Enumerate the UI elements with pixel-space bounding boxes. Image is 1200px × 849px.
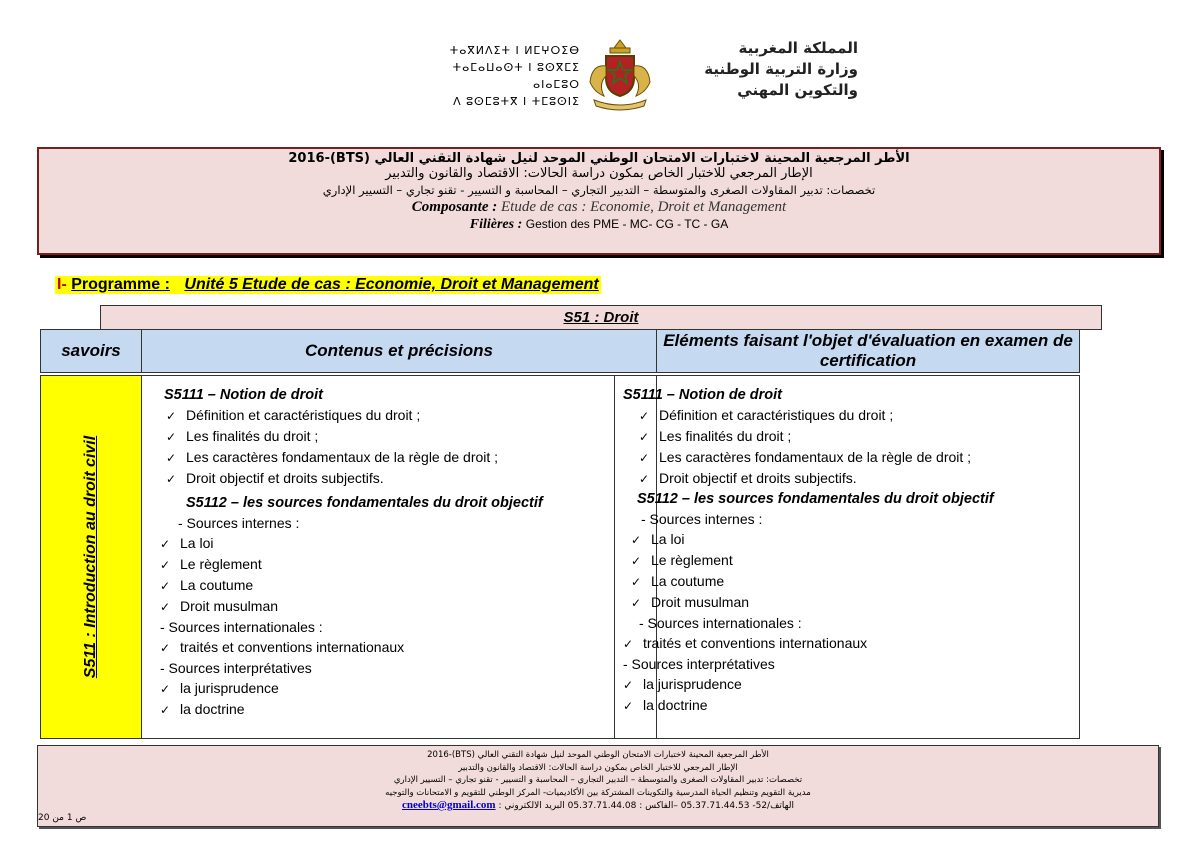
elements-cell [614,376,1081,738]
title-line-2: الإطار المرجعي للاختبار الخاص بمكون دراسة الحالات: الاقتصاد والقانون والتدبير [385,166,813,181]
checkmark-icon: ✓ [639,430,650,444]
checkmark-icon: ✓ [160,600,171,614]
composante-label: Composante : [411,199,498,215]
footer-line: مديرية التقويم وتنظيم الحياة المدرسية والتكوينات المشتركة بين الأكاديميات- المركز الوطني للتقويم و الامتحانات والتوجيه [385,787,811,798]
checkmark-icon: ✓ [166,409,177,423]
footer-line: الأطر المرجعية المحينة لاختبارات الامتحان الوطني الموحد لنيل شهادة التقني العالي (BTS)-2016 [427,750,769,760]
composante-line [39,199,1159,216]
sub-heading: - Sources internes : [641,511,763,527]
arabic-line: والتكوين المهني [737,81,858,99]
moroccan-coat-of-arms-icon [580,36,660,114]
table-body [40,375,1080,739]
sub-heading: - Sources interprétatives [160,660,312,676]
programme-prefix: I- [57,276,67,293]
arabic-line: المملكة المغربية [738,39,858,57]
page-header [0,36,1200,116]
list-item: ✓ la jurisprudence [160,678,650,699]
contact-text: الهاتف/52- 05.37.71.44.53 –الفاكس : 05.37.71.44.08 البريد الالكتروني : [498,801,795,811]
title-box [37,147,1161,255]
sub-heading: - Sources internationales : [639,615,802,631]
list-item: ✓ La loi [631,529,1078,550]
programme-unit: Unité 5 Etude de cas : Economie, Droit et Management [184,276,599,293]
list-item: ✓ La loi [160,533,650,554]
checkmark-icon: ✓ [631,596,642,610]
checkmark-icon: ✓ [160,682,171,696]
savoir-label: S511 : Introduction au droit civil [82,435,99,679]
list-item: ✓ traités et conventions internationaux [623,633,1078,654]
checkmark-icon: ✓ [639,451,650,465]
programme-label: Programme : [71,276,170,293]
header-contenus: Contenus et précisions [142,330,657,372]
checkmark-icon: ✓ [160,703,171,717]
arabic-ministry-name [668,38,858,101]
list-item: ✓ La coutume [631,571,1078,592]
footer-contact [38,799,1158,813]
list-item: ✓ traités et conventions internationaux [160,637,650,658]
checkmark-icon: ✓ [160,558,171,572]
filieres-line [39,217,1159,233]
checkmark-icon: ✓ [631,533,642,547]
checkmark-icon: ✓ [160,537,171,551]
savoir-cell [41,376,142,738]
footer-line: تخصصات: تدبير المقاولات الصغرى والمتوسطة – التدبير التجاري – المحاسبة و التسيير - تقنو تجاري – التسيير الإداري [393,775,803,785]
list-item: ✓ La coutume [160,575,650,596]
module-title-text: S51 : Droit [563,309,639,326]
page-number: ص 1 من 20 [38,813,87,823]
checkmark-icon: ✓ [166,451,177,465]
page-footer [37,745,1159,827]
list-item: ✓ la jurisprudence [623,674,1078,695]
checkmark-icon: ✓ [166,430,177,444]
sub-heading: - Sources interprétatives [623,656,775,672]
tifinagh-line: ⵜⴰⴳⵍⴷⵉⵜ ⵏ ⵍⵎⵖⵔⵉⴱ [449,44,580,57]
section-heading: S5112 – les sources fondamentales du droit objectif [637,491,994,507]
filieres-value: Gestion des PME - MC- CG - TC - GA [525,217,729,231]
footer-line: الإطار المرجعي للاختبار الخاص بمكون دراسة الحالات: الاقتصاد والقانون والتدبير [458,762,738,773]
list-item: ✓ Le règlement [631,550,1078,571]
list-item: ✓ Les finalités du droit ; [166,426,650,447]
tifinagh-line: ⵜⴰⵎⴰⵡⴰⵙⵜ ⵏ ⵓⵙⴳⵎⵉ ⴰⵏⴰⵎⵓⵔ [452,61,580,91]
module-title [100,305,1102,330]
list-item: ✓ la doctrine [623,695,1078,716]
table-header [40,329,1080,373]
list-item: ✓ Les finalités du droit ; [639,426,1078,447]
list-item: ✓ Droit musulman [160,596,650,617]
sub-heading: - Sources internes : [178,515,300,531]
title-line-1: الأطر المرجعية المحينة لاختبارات الامتحان الوطني الموحد لنيل شهادة التقني العالي (BTS)-2016 [288,151,910,166]
tifinagh-line: ⴷ ⵓⵙⵎⵓⵜⴳ ⵏ ⵜⵎⵓⵙⵏⵉ [453,95,580,108]
checkmark-icon: ✓ [631,554,642,568]
list-item: ✓ Définition et caractéristiques du droit ; [166,405,650,426]
list-item: ✓ Droit musulman [631,592,1078,613]
list-item: ✓ Les caractères fondamentaux de la règle de droit ; [639,447,1078,468]
header-savoirs: savoirs [41,330,142,372]
list-item: ✓ la doctrine [160,699,650,720]
title-line-3: تخصصات: تدبير المقاولات الصغرى والمتوسطة – التدبير التجاري – المحاسبة و التسيير - تقنو تجاري – التسيير الإداري [322,183,876,197]
contenus-cell [142,376,657,738]
checkmark-icon: ✓ [639,472,650,486]
arabic-line: وزارة التربية الوطنية [704,60,858,78]
header-elements: Eléments faisant l'objet d'évaluation en examen de certification [663,331,1073,370]
tifinagh-ministry-name [415,42,580,110]
list-item: ✓ Droit objectif et droits subjectifs. [639,468,1078,489]
programme-heading [55,276,601,294]
checkmark-icon: ✓ [623,678,634,692]
checkmark-icon: ✓ [623,699,634,713]
composante-value: Etude de cas : Economie, Droit et Management [500,199,787,215]
section-heading: S5111 – Notion de droit [623,387,782,403]
checkmark-icon: ✓ [631,575,642,589]
checkmark-icon: ✓ [639,409,650,423]
list-item: ✓ Les caractères fondamentaux de la règle de droit ; [166,447,650,468]
list-item: ✓ Droit objectif et droits subjectifs. [166,468,650,489]
section-heading: S5112 – les sources fondamentales du droit objectif [186,495,543,511]
checkmark-icon: ✓ [623,637,634,651]
checkmark-icon: ✓ [166,472,177,486]
filieres-label: Filières : [469,217,523,232]
list-item: ✓ Le règlement [160,554,650,575]
sub-heading: - Sources internationales : [160,619,323,635]
list-item: ✓ Définition et caractéristiques du droit ; [639,405,1078,426]
checkmark-icon: ✓ [160,579,171,593]
section-heading: S5111 – Notion de droit [164,387,323,403]
email-link[interactable]: cneebts@gmail.com [401,799,496,811]
checkmark-icon: ✓ [160,641,171,655]
